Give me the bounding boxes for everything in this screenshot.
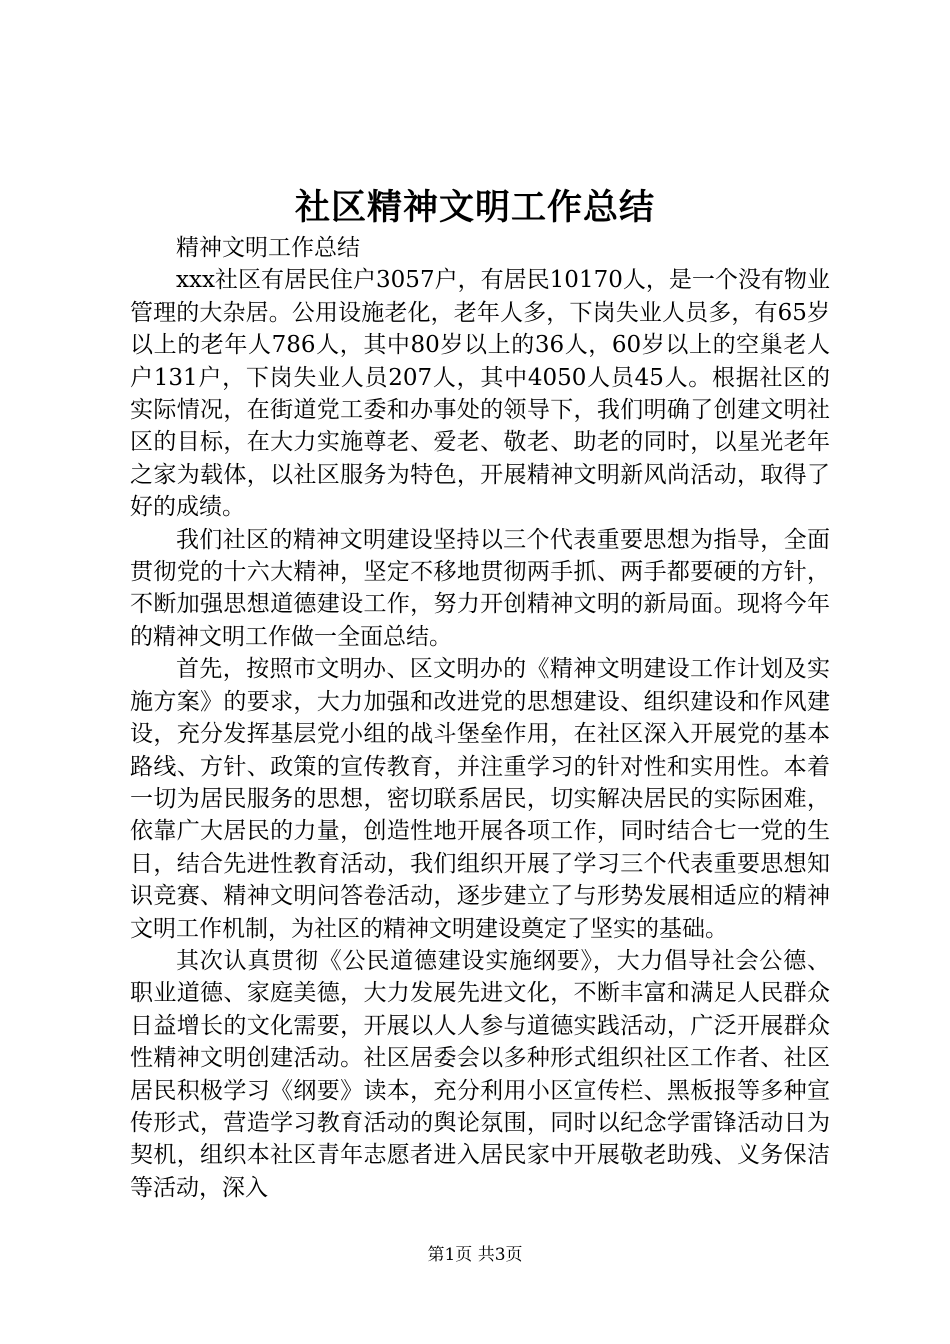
paragraph: xxx社区有居民住户3057户，有居民10170人，是一个没有物业管理的大杂居。公用设施老化，老年人多，下岗失业人员多，有65岁以上的老年人786人，其中80岁以上的36人，60岁以上的空巢老人户131户，下岗失业人员207人，其中4050人员45人。根据社区的实际情况，在街道党工委和办事处的领导下，我们明确了创建文明社区的目标，在大力实施尊老、爱老、敬老、助老的同时，以星光老年之家为载体，以社区服务为特色，开展精神文明新风尚活动，取得了好的成绩。 (130, 267, 830, 521)
document-title: 社区精神文明工作总结 (294, 187, 655, 228)
document-subtitle: 精神文明工作总结 (176, 235, 360, 261)
paragraph: 首先，按照市文明办、区文明办的《精神文明建设工作计划及实施方案》的要求，大力加强和改进党的思想建设、组织建设和作风建设，充分发挥基层党小组的战斗堡垒作用，在社区深入开展党的基本路线、方针、政策的宣传教育，并注重学习的针对性和实用性。本着一切为居民服务的思想，密切联系居民，切实解决居民的实际困难，依靠广大居民的力量，创造性地开展各项工作，同时结合七一党的生日，结合先进性教育活动，我们组织开展了学习三个代表重要思想知识竞赛、精神文明问答卷活动，逐步建立了与形势发展相适应的精神文明工作机制，为社区的精神文明建设奠定了坚实的基础。 (130, 656, 830, 942)
document-body (130, 232, 830, 1204)
paragraph: 我们社区的精神文明建设坚持以三个代表重要思想为指导，全面贯彻党的十六大精神，坚定不移地贯彻两手抓、两手都要硬的方针，不断加强思想道德建设工作，努力开创精神文明的新局面。现将今年的精神文明工作做一全面总结。 (130, 526, 830, 650)
paragraph: 其次认真贯彻《公民道德建设实施纲要》，大力倡导社会公德、职业道德、家庭美德，大力发展先进文化，不断丰富和满足人民群众日益增长的文化需要，开展以人人参与道德实践活动，广泛开展群众性精神文明创建活动。社区居委会以多种形式组织社区工作者、社区居民积极学习《纲要》读本，充分利用小区宣传栏、黑板报等多种宣传形式，营造学习教育活动的舆论氛围，同时以纪念学雷锋活动日为契机，组织本社区青年志愿者进入居民家中开展敬老助残、义务保洁等活动，深入 (130, 947, 830, 1201)
page-footer: 第1页 共3页 (427, 1245, 523, 1265)
